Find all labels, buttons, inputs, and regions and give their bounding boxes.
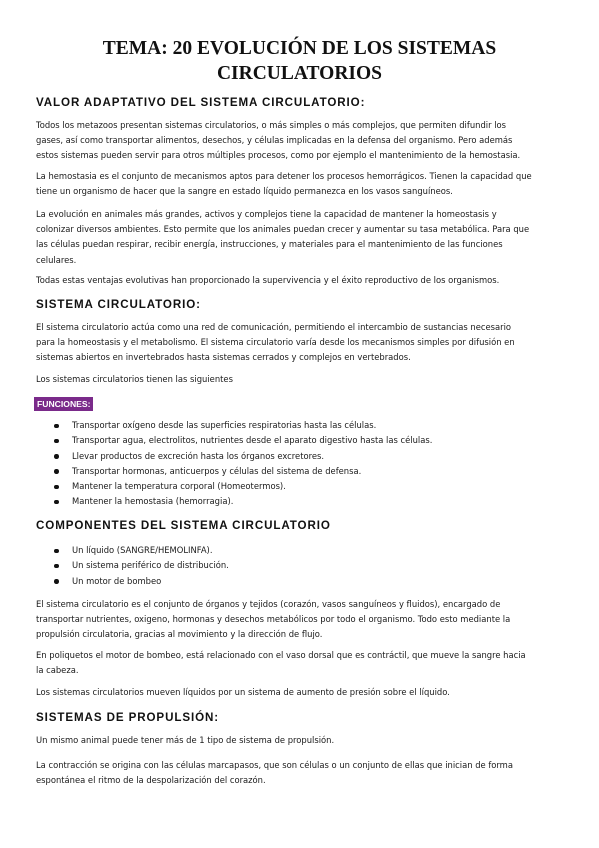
funciones-highlight-label: FUNCIONES: bbox=[34, 397, 93, 411]
text-line: La evolución en animales más grandes, activos y complejos tiene la capacidad de mantener la homeostasis y bbox=[36, 209, 497, 219]
components-list bbox=[48, 543, 229, 589]
text-line: las células puedan respirar, recibir energía, instrucciones, y materiales para el mantenimiento de las funciones bbox=[36, 239, 503, 250]
list-item-text: Mantener la temperatura corporal (Homeotermos). bbox=[72, 481, 286, 492]
list-item-text: Transportar hormonas, anticuerpos y células del sistema de defensa. bbox=[72, 465, 362, 476]
list-item bbox=[48, 494, 432, 509]
text-line: El sistema circulatorio es el conjunto de órganos y tejidos (corazón, vasos sanguíneos y fluidos), encargado de bbox=[36, 599, 501, 609]
list-item bbox=[48, 543, 229, 558]
list-item bbox=[48, 449, 432, 464]
paragraph-poliquetos bbox=[36, 648, 566, 678]
text-line: El sistema circulatorio actúa como una red de comunicación, permitiendo el intercambio de sustancias necesario bbox=[36, 322, 512, 332]
list-item bbox=[48, 418, 432, 433]
bullet-icon bbox=[54, 454, 59, 459]
text-line: estos sistemas pueden servir para otros múltiples procesos, como por ejemplo el mantenimiento de la hemostasia. bbox=[36, 150, 521, 161]
paragraph-evolucion bbox=[36, 207, 566, 268]
text-line: En poliquetos el motor de bombeo, está relacionado con el vaso dorsal que es contráctil, que mueve la sangre hacia bbox=[36, 650, 526, 660]
paragraph-mismo-animal bbox=[36, 733, 566, 748]
text-line: espontánea el ritmo de la despolarización del corazón. bbox=[36, 775, 266, 786]
bullet-icon bbox=[54, 549, 59, 554]
title-line-2: CIRCULATORIOS bbox=[216, 63, 383, 84]
list-item-text: Un sistema periférico de distribución. bbox=[72, 560, 229, 571]
bullet-icon bbox=[54, 439, 59, 444]
paragraph-conjunto-organos bbox=[36, 597, 566, 643]
paragraph-tienen-siguientes bbox=[36, 372, 566, 387]
text-line: Los sistemas circulatorios tienen las siguientes bbox=[36, 374, 233, 384]
list-item-text: Transportar oxígeno desde las superficies respiratorias hasta las células. bbox=[72, 420, 377, 430]
list-item bbox=[48, 558, 229, 573]
text-line: transportar nutrientes, oxigeno, hormonas y desechos metabólicos por todo el organismo. Todo esto mediante la bbox=[36, 614, 511, 625]
text-line: Los sistemas circulatorios mueven líquidos por un sistema de aumento de presión sobre el líquido. bbox=[36, 687, 450, 697]
text-line: propulsión circulatoria, gracias al movimiento y la dirección de flujo. bbox=[36, 629, 323, 640]
list-item bbox=[48, 479, 432, 494]
list-item-text: Transportar agua, electrolitos, nutrientes desde el aparato digestivo hasta las células. bbox=[72, 435, 433, 446]
bullet-icon bbox=[54, 424, 59, 429]
bullet-icon bbox=[54, 500, 59, 505]
bullet-icon bbox=[54, 469, 59, 474]
paragraph-metazoos bbox=[36, 118, 566, 164]
list-item-text: Un líquido (SANGRE/HEMOLINFA). bbox=[72, 545, 213, 555]
text-line: sistemas abiertos en invertebrados hasta sistemas cerrados y complejos en vertebrados. bbox=[36, 352, 411, 363]
text-line: Todas estas ventajas evolutivas han proporcionado la supervivencia y el éxito reproductivo de los organismos. bbox=[36, 275, 500, 285]
text-line: tiene un organismo de hacer que la sangre en estado líquido permanezca en los vasos sanguíneos. bbox=[36, 186, 453, 197]
title-line-1: TEMA: 20 EVOLUCIÓN DE LOS SISTEMAS bbox=[102, 38, 497, 59]
paragraph-contraccion bbox=[36, 758, 566, 788]
heading-valor-adaptativo: VALOR ADAPTATIVO DEL SISTEMA CIRCULATORIO: bbox=[36, 96, 366, 109]
paragraph-red-comunicacion bbox=[36, 320, 566, 366]
paragraph-hemostasia bbox=[36, 169, 566, 199]
text-line: Un mismo animal puede tener más de 1 tipo de sistema de propulsión. bbox=[36, 735, 335, 745]
list-item-text: Llevar productos de excreción hasta los órganos excretores. bbox=[72, 450, 325, 461]
heading-sistema-circulatorio: SISTEMA CIRCULATORIO: bbox=[36, 298, 201, 311]
heading-sistemas-propulsion: SISTEMAS DE PROPULSIÓN: bbox=[36, 711, 220, 724]
list-item-text: Un motor de bombeo bbox=[72, 575, 162, 586]
text-line: la cabeza. bbox=[36, 665, 79, 676]
functions-list bbox=[48, 418, 432, 510]
text-line: Todos los metazoos presentan sistemas circulatorios, o más simples o más complejos, que permiten difundir los bbox=[36, 120, 507, 130]
bullet-icon bbox=[54, 564, 59, 569]
document-title bbox=[40, 36, 559, 86]
list-item bbox=[48, 433, 432, 448]
text-line: para la homeostasis y el metabolismo. El sistema circulatorio varía desde los mecanismos simples por difusión en bbox=[36, 337, 515, 348]
text-line: colonizar diversos ambientes. Esto permite que los animales puedan crecer y aumentar su tasa metabólica. Para que bbox=[36, 224, 530, 235]
text-line: La contracción se origina con las células marcapasos, que son células o un conjunto de ellas que inician de forma bbox=[36, 760, 513, 770]
text-line: La hemostasia es el conjunto de mecanismos aptos para detener los procesos hemorrágicos. Tienen la capacidad que bbox=[36, 171, 532, 181]
paragraph-mueven-liquidos bbox=[36, 685, 566, 700]
bullet-icon bbox=[54, 485, 59, 490]
text-line: gases, así como transportar alimentos, desechos, y células implicadas en la defensa del organismo. Pero además bbox=[36, 135, 513, 146]
heading-componentes: COMPONENTES DEL SISTEMA CIRCULATORIO bbox=[36, 519, 331, 532]
text-line: celulares. bbox=[36, 254, 77, 265]
list-item-text: Mantener la hemostasia (hemorragia). bbox=[72, 496, 234, 507]
paragraph-ventajas bbox=[36, 273, 566, 288]
list-item bbox=[48, 574, 229, 589]
bullet-icon bbox=[54, 579, 59, 584]
list-item bbox=[48, 464, 432, 479]
